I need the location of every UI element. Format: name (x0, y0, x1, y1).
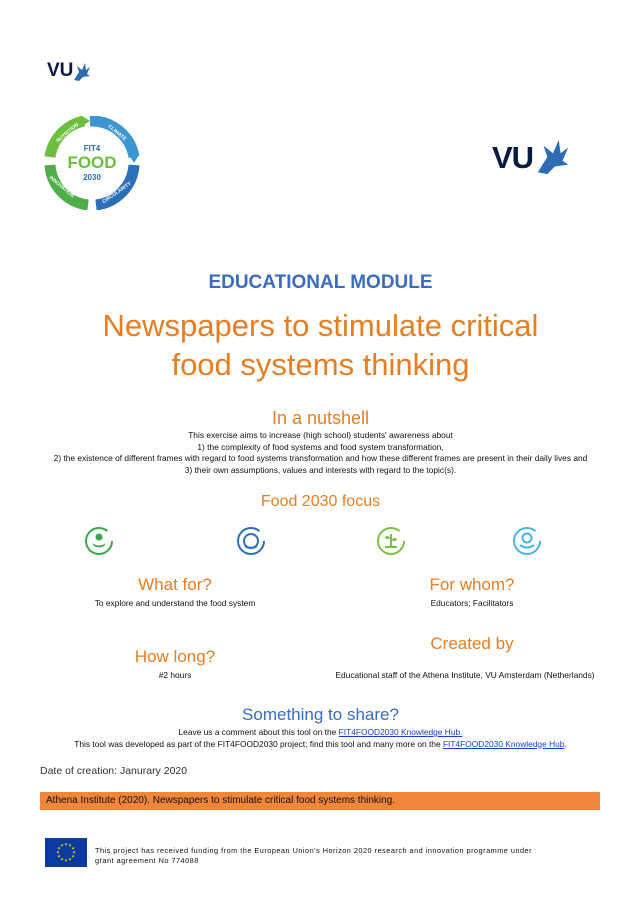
svg-text:★: ★ (71, 853, 75, 859)
knowledge-hub-link-2[interactable]: FIT4FOOD2030 Knowledge Hub (442, 738, 565, 749)
what-for-text: To explore and understand the food system (94, 598, 256, 608)
share-text (0, 727, 641, 750)
logo-label-year: 2030 (83, 173, 101, 182)
for-whom-text: Educators; Facilitators (430, 598, 514, 608)
vu-logo-small (47, 60, 91, 82)
title-line-2: food systems thinking (171, 347, 470, 382)
funding-line-1: This project has received funding from the European Union's Horizon 2020 research and innovation programme under (95, 846, 533, 855)
svg-text:★: ★ (57, 845, 61, 851)
svg-text:★: ★ (68, 842, 72, 848)
vu-logo-text: VU (47, 60, 74, 81)
svg-text:★: ★ (72, 849, 76, 855)
funding-statement (95, 846, 565, 866)
nutshell-line: 3) their own assumptions, values and interests with regard to the topic(s). (184, 464, 457, 475)
logo-ring-word-climate: CLIMATE (106, 123, 128, 143)
logo-label-top: FIT4 (83, 144, 101, 153)
share-line-1-prefix: Leave us a comment about this tool on the (178, 727, 339, 737)
citation-bar: Athena Institute (2020). Newspapers to stimulate critical food systems thinking. (40, 792, 600, 810)
eu-flag-icon (45, 838, 87, 867)
svg-text:★: ★ (57, 853, 61, 859)
svg-text:★: ★ (60, 856, 64, 862)
griffin-icon (73, 62, 91, 82)
share-line-2-suffix: . (564, 738, 567, 749)
logo-ring-word-circularity: CIRCULARITY (101, 180, 133, 206)
page-title (0, 306, 641, 384)
logo-ring-word-innovation: INNOVATION (47, 174, 75, 200)
nutshell-text (0, 430, 641, 476)
logo-label-main: FOOD (67, 153, 117, 172)
svg-text:★: ★ (64, 857, 68, 863)
share-heading: Something to share? (242, 705, 399, 724)
nutshell-heading: In a nutshell (271, 408, 370, 428)
share-line-1 (0, 727, 641, 739)
nutshell-line: 2) the existence of different frames with regard to food systems transformation and how these different frames are present in their daily lives and (53, 453, 588, 463)
nutrition-icon (84, 526, 114, 556)
title-line-1: Newspapers to stimulate critical (102, 308, 539, 343)
how-long-heading: How long? (134, 647, 216, 666)
svg-text:★: ★ (71, 845, 75, 851)
for-whom-heading: For whom? (429, 575, 515, 594)
circularity-icon (376, 526, 406, 556)
svg-text:★: ★ (68, 856, 72, 862)
funding-line-2: grant agreement No 774088 (95, 856, 199, 865)
share-line-2-prefix: This tool was developed as part of the FIT4FOOD2030 project; find this tool and many more on the (74, 738, 443, 749)
knowledge-hub-link-1[interactable]: FIT4FOOD2030 Knowledge Hub. (338, 727, 463, 737)
created-by-heading: Created by (430, 634, 514, 653)
created-by-text: Educational staff of the Athena Institute, VU Amsterdam (Netherlands) (335, 670, 595, 680)
fit4food-logo (40, 116, 144, 210)
module-kicker: EDUCATIONAL MODULE (208, 272, 433, 293)
date-of-creation: Date of creation: Janurary 2020 (40, 765, 188, 777)
nutshell-line: This exercise aims to increase (high school) students' awareness about (188, 430, 453, 440)
svg-text:★: ★ (60, 842, 64, 848)
how-long-text: #2 hours (158, 670, 192, 680)
griffin-icon (533, 138, 573, 176)
focus-heading: Food 2030 focus (260, 493, 381, 510)
vu-logo-text: VU (492, 140, 534, 175)
share-line-2 (0, 739, 641, 751)
innovation-icon (512, 526, 542, 556)
nutshell-line: 1) the complexity of food systems and food system transformation, (197, 441, 444, 452)
svg-text:★: ★ (64, 841, 68, 847)
climate-icon (236, 526, 266, 556)
svg-text:★: ★ (56, 849, 60, 855)
what-for-heading: What for? (138, 575, 212, 594)
logo-ring-word-nutrition: NUTRITION (55, 121, 80, 145)
vu-logo-large (492, 138, 573, 176)
